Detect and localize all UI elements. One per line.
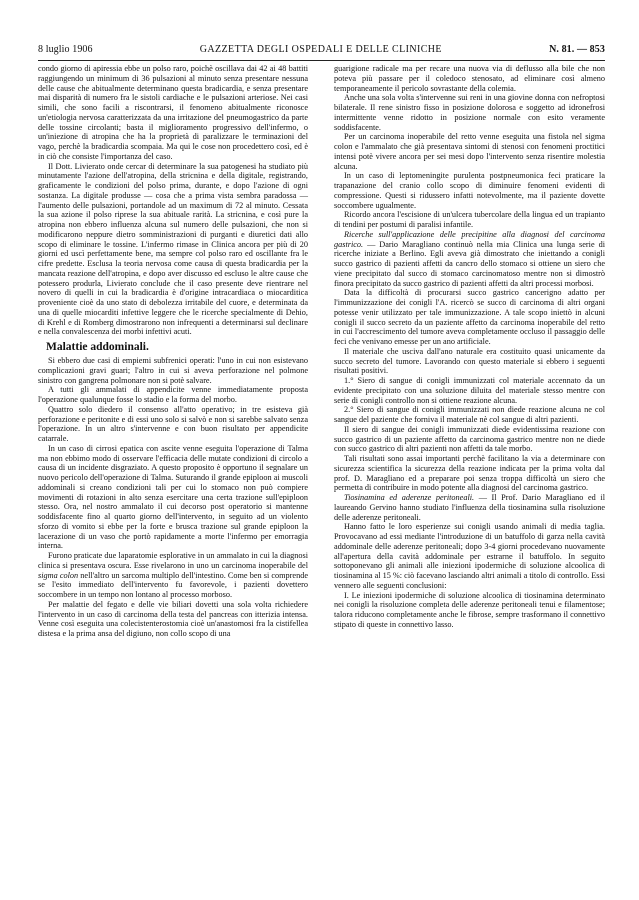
header-rule (38, 60, 605, 61)
header-date: 8 luglio 1906 (38, 44, 93, 55)
italic-section-title: Tiosinamina ed aderenze peritoneali. (344, 493, 475, 502)
paragraph: Tali risultati sono assai importanti perchè facilitano la via a determinare con sicurezza scientifica la sicurezza della reazione indicata per la prima volta dal prof. D. Maragliano ed a preparare poi senza troppa difficoltà un siero che permetta di contribuire in modo potente alla diagnosi del carcinoma gastrico. (334, 454, 605, 493)
paragraph (38, 551, 308, 600)
right-column (334, 64, 605, 630)
paragraph: 2.° Siero di sangue di conigli immunizzati non diede reazione alcuna ne col sangue del paziente che forniva il materiale nè col sangue di altri pazienti. (334, 405, 605, 424)
paragraph: 1.° Siero di sangue di conigli immunizzati col materiale accennato da un evidente precipitato con una soluzione diluita del materiale stesso mentre con serie di conigli controllo non si ottiene reazione alcuna. (334, 376, 605, 405)
italic-section-title: Ricerche sull'applicazione delle precipitine alla diagnosi del carcinoma gastrico. (334, 229, 605, 249)
left-column (38, 64, 308, 639)
paragraph: Per malattie del fegato e delle vie biliari dovetti una sola volta richiedere l'intervento in un caso di carcinoma della testa del pancreas con itterizia intensa. Venne così eseguita una colecistenterostomia cioè un'anastomosi fra la cistifellea distesa e la prima ansa del digiuno, non collo scopo di una (38, 599, 308, 638)
paragraph: Ricordo ancora l'escisione di un'ulcera tubercolare della lingua ed un trapianto di tendini per postumi di paralisi infantile. (334, 210, 605, 229)
header-title: GAZZETTA DEGLI OSPEDALI E DELLE CLINICHE (199, 44, 442, 55)
paragraph (334, 493, 605, 522)
paragraph: Data la difficoltà di procurarsi succo gastrico cancerigno adatto per l'immunizzazione dei conigli l'A. ricercò se succo di carcinoma di altri organi potesse venir utilizzato per tale immunizzazione. A tale scopo iniettò in alcuni conigli il succo secreto da un paziente affetto da carcinoma inoperabile del retto in cui l'accrescimento del tumore aveva completamente occluso il passaggio delle feci che venivano emesse per un ano artificiale. (334, 288, 605, 346)
paragraph: In un caso di cirrosi epatica con ascite venne eseguita l'operazione di Talma ma non ebbimo modo di osservare l'efficacia delle mutate condizioni di circolo a causa di un incidente disgraziato. A questo proposito è opportuno il segnalare un nuovo pericolo dell'operazione di Talma. Suturando il grande epiploon ai muscoli addominali si creano condizioni tali per cui lo stomaco non può compiere movimenti di rotazioni in alto senza esercitare una certa trazione sull'epiploon stesso. Ora, nel nostro ammalato il cui decorso post operatorio si mantenne soddisfacente fino al quarto giorno dell'intervento, in seguito ad un violento sforzo di vomito si ebbe per la forte e brusca trazione sul grande epiploon la lacerazione di un vaso che portò rapidamente a morte l'infermo per emorragia interna. (38, 443, 308, 551)
paragraph: Il Dott. Livierato onde cercar di determinare la sua patogenesi ha studiato più minutamente l'azione dell'atropina, della stricnina e della digitale, registrando, graficamente le condizioni del polso prima, durante, e dopo l'azione di ogni sostanza. La digitale produsse — cosa che a prima vista sembra paradossa — l'aumento delle pulsazioni, portandole ad un maximum di 72 al minuto. Cessata la sua azione il polso riprese la sua abituale rarità. La stricnina, e così pure la atropina non ebbero influenza alcuna sul numero delle pulsazioni, che non si modificarono neppure dietro somministrazioni di purganti e diuretici dati allo scopo di eliminare le tossine. L'infermo rimase in Clinica ancora per più di 20 giorni ed uscì perfettamente bene, ma sempre col polso raro ed oscillante fra le cifre predette. Esclusa la teoria nervosa come causa di questa bradicardia per la mancata reazione dell'atropina, e dopo aver discusso ed escluso le altre cause che potessero produrla, Livierato conclude che il caso presente deve rientrare nel novero di quelli in cui la bradicardia è d'origine intracardiaca o miocarditica proveniente cioè da uno stato di debolezza irritabile del cuore, e determinata da una di quelle miocarditi infettive leggere che le ricerche specialmente di Dehio, di Krehl e di Romberg dimostrarono non infrequenti a determinarsi sul declinare e nella convalescenza dei morbi infettivi acuti. (38, 161, 308, 337)
paragraph: Il siero di sangue dei conigli immunizzati diede evidentissima reazione con succo gastrico di un paziente affetto da carcinoma gastrico mentre non ne diede con succo gastrico di altri pazienti non affetti da tale morbo. (334, 424, 605, 454)
paragraph: Per un carcinoma inoperabile del retto venne eseguita una fistola nel sigma colon e l'ammalato che già presentava sintomi di stenosi con fenomeni proctitici intensi potè vivere ancora per sei mesi dopo l'intervento senza risentire molestia alcuna. (334, 132, 605, 171)
paragraph: guarigione radicale ma per recare una nuova via di deflusso alla bile che non poteva più passare per il coledoco stenosato, ad eliminare così almeno temporaneamente il pericolo sovrastante della colemia. (334, 64, 605, 93)
paragraph: I. Le iniezioni ipodermiche di soluzione alcoolica di tiosinamina determinato nei conigli la risoluzione completa delle aderenze peritoneali tenui e filamentose; talora riducono completamente anche le fibrose, sempre trasformano il connettivo stipato di queste in connettivo lasso. (334, 590, 605, 629)
text-run: nell'altro un sarcoma multiplo dell'intestino. Come ben si comprende se l'esito immediato dell'intervento fu favorevole, i pazienti dovettero soccombere in un tempo non lontano al processo morboso. (38, 570, 309, 599)
paragraph: Quattro solo diedero il consenso all'atto operativo; in tre esisteva già perforazione e peritonite e di essi uno solo si salvò e non si sarebbe salvato senza l'operazione. In un altro s'intervenne e con buon risultato per appendicite catarrale. (38, 404, 308, 443)
italic-term: sigma colon (38, 570, 79, 580)
text-run: Furono praticate due laparatomie esplorative in un ammalato in cui la diagnosi clinica si presentava oscura. Esse rivelarono in uno un carcinoma inoperabile del (38, 551, 308, 570)
paragraph: Hanno fatto le loro esperienze sui conigli usando animali di media taglia. Provocavano ad essi mediante l'introduzione di un batuffolo di garza nella cavità addominale delle aderenze peritoneali; dopo 3-4 giorni procedevano nuovamente all'apertura della cavità addominale per estrarne il batuffolo. In seguito sottoponevano gli animali alle iniezioni ipodermiche di soluzione alcoolica di tiosinamina al 15 %: ciò facevano lasciando altri animali a titolo di controllo. Essi vennero alle seguenti conclusioni: (334, 522, 605, 590)
paragraph: Anche una sola volta s'intervenne sui reni in una giovine donna con nefroptosi bilaterale. Il rene sinistro fisso in posizione dolorosa e soggetto ad idronefrosi intermittente venne ridotto in posizione normale con esito veramente soddisfacente. (334, 93, 605, 132)
paragraph: A tutti gli ammalati di appendicite venne immediatamente proposta l'operazione qualunque fosse lo stadio e la forma del morbo. (38, 385, 308, 404)
running-header (38, 44, 605, 58)
text-run: — Il Prof. Dario Maragliano ed il laureando Gervino hanno studiato l'influenza della tiosinamina sulla risoluzione delle aderenze peritoneali. (334, 493, 605, 522)
paragraph: condo giorno di apiressia ebbe un polso raro, poichè oscillava dai 42 ai 48 battiti raggiungendo un minimum di 36 pulsazioni al minuto senza presentare nessuna delle cause che abitualmente determinano questa bradicardia, e senza presentare mai disparità di numero fra le sistoli cardiache e le pulsazioni arteriose. Nei casi simili, che sono facili a riscontrarsi, il fenomeno abitualmente riconosce un'etiologia nervosa caratterizzata da una irritazione del pneumogastrico da parte delle tossine circolanti; basta il miglioramento progressivo dell'infermo, o un'iniezione di atropina che ha la proprietà di paralizzare le terminazioni del vago, perchè la bradicardia scompaia. Ma qui le cose non procedettero così, ed è in ciò che consiste l'importanza del caso. (38, 64, 308, 161)
paragraph: Il materiale che usciva dall'ano naturale era costituito quasi unicamente da succo secreto del tumore. Lavorando con questo materiale si ebbero i seguenti risultati positivi. (334, 346, 605, 376)
header-issue-page: N. 81. — 853 (549, 44, 605, 55)
text-run: — Dario Maragliano continuò nella mia Clinica una lunga serie di ricerche iniziate a Berlino. Egli aveva già dimostrato che iniettando a conigli succo gastrico di pazienti affetti da cancro dello stomaco si ottiene un siero che viene precipitato dal succo di stomaco carcinomatoso mentre non si dimostrò finora precipitato da succo gastrico di pazienti affetti da altri processi morbosi. (334, 239, 605, 288)
paragraph: Si ebbero due casi di empiemi subfrenici operati: l'uno in cui non esistevano complicazioni gravi guari; l'altro in cui si aveva perforazione nel polmone sinistro con gangrena polmonare non si potè salvare. (38, 356, 308, 385)
paragraph (334, 230, 605, 289)
section-heading: Malattie addominali. (46, 341, 149, 353)
paragraph: In un caso di leptomeningite purulenta postpneumonica feci praticare la trapanazione del cranio collo scopo di diminuire fenomeni evidenti di compressione. Questi si ridussero infatti notevolmente, ma il paziente dovette soccombere ugualmente. (334, 171, 605, 210)
